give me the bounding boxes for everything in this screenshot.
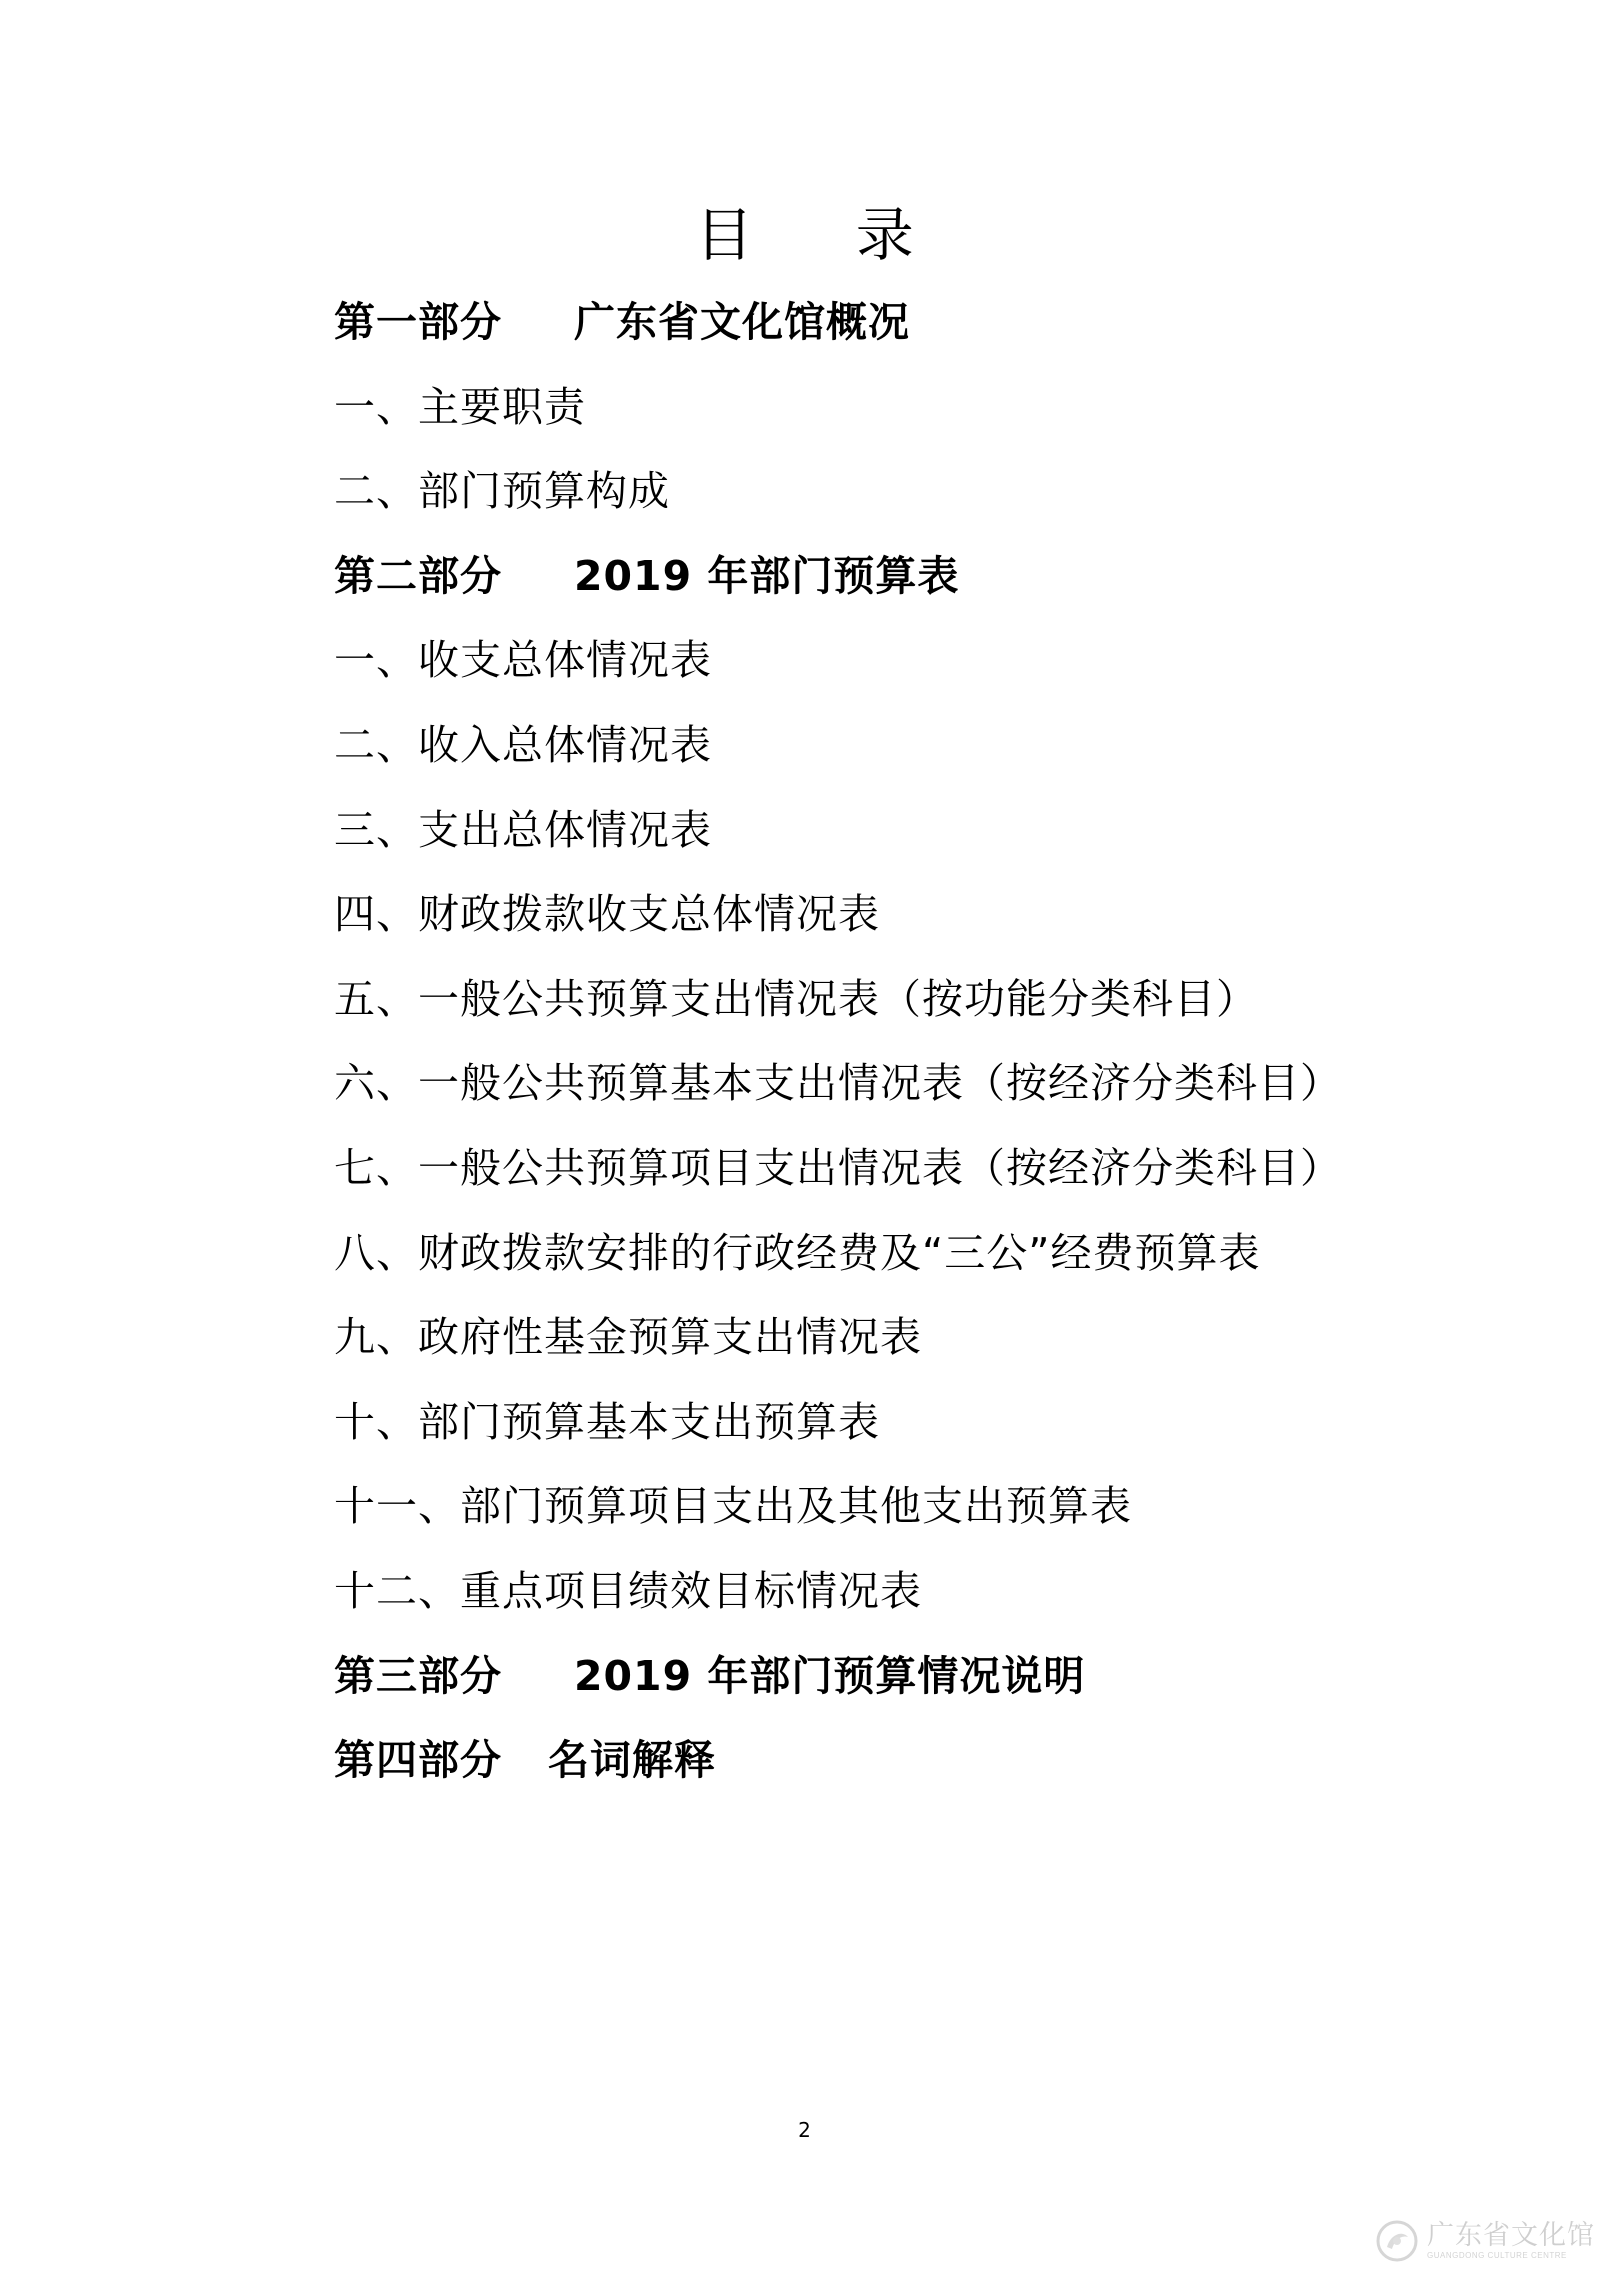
toc-title: 目 录 xyxy=(695,201,956,269)
table-of-contents xyxy=(334,292,1342,1815)
part-title: 广东省文化馆概况 xyxy=(574,298,910,346)
toc-part-4 xyxy=(334,1730,1342,1815)
toc-item: 二、部门预算构成 xyxy=(334,467,670,516)
toc-item: 二、收入总体情况表 xyxy=(334,720,712,769)
toc-part-2 xyxy=(334,546,1342,631)
page-number: 2 xyxy=(798,2118,811,2142)
toc-part-1 xyxy=(334,292,1342,377)
toc-item: 六、一般公共预算基本支出情况表（按经济分类科目） xyxy=(334,1059,1342,1108)
toc-item: 八、财政拨款安排的行政经费及“三公”经费预算表 xyxy=(334,1228,1261,1277)
toc-item: 一、收支总体情况表 xyxy=(334,636,712,685)
toc-item: 十、部门预算基本支出预算表 xyxy=(334,1397,880,1446)
watermark-name-cn: 广东省文化馆 xyxy=(1427,2220,1595,2251)
toc-item: 一、主要职责 xyxy=(334,382,586,431)
watermark-name-en: GUANGDONG CULTURE CENTRE xyxy=(1427,2251,1567,2260)
culture-centre-logo-icon xyxy=(1375,2219,1419,2263)
toc-part-3 xyxy=(334,1646,1342,1731)
part-title: 2019 年部门预算表 xyxy=(574,551,960,600)
toc-item: 五、一般公共预算支出情况表（按功能分类科目） xyxy=(334,974,1258,1023)
toc-item: 九、政府性基金预算支出情况表 xyxy=(334,1313,922,1362)
watermark-logo xyxy=(1375,2219,1595,2263)
toc-item: 十一、部门预算项目支出及其他支出预算表 xyxy=(334,1482,1132,1531)
toc-item: 三、支出总体情况表 xyxy=(334,805,712,854)
toc-item: 七、一般公共预算项目支出情况表（按经济分类科目） xyxy=(334,1143,1342,1192)
part-label: 第一部分 xyxy=(334,298,502,346)
part-title: 2019 年部门预算情况说明 xyxy=(574,1651,1086,1700)
part-label: 第二部分 xyxy=(334,551,502,600)
part-label: 第四部分 xyxy=(334,1736,502,1785)
part-title: 名词解释 xyxy=(548,1736,716,1785)
watermark-text xyxy=(1427,2221,1595,2261)
part-label: 第三部分 xyxy=(334,1651,502,1700)
toc-item: 十二、重点项目绩效目标情况表 xyxy=(334,1566,922,1615)
toc-item: 四、财政拨款收支总体情况表 xyxy=(334,890,880,939)
